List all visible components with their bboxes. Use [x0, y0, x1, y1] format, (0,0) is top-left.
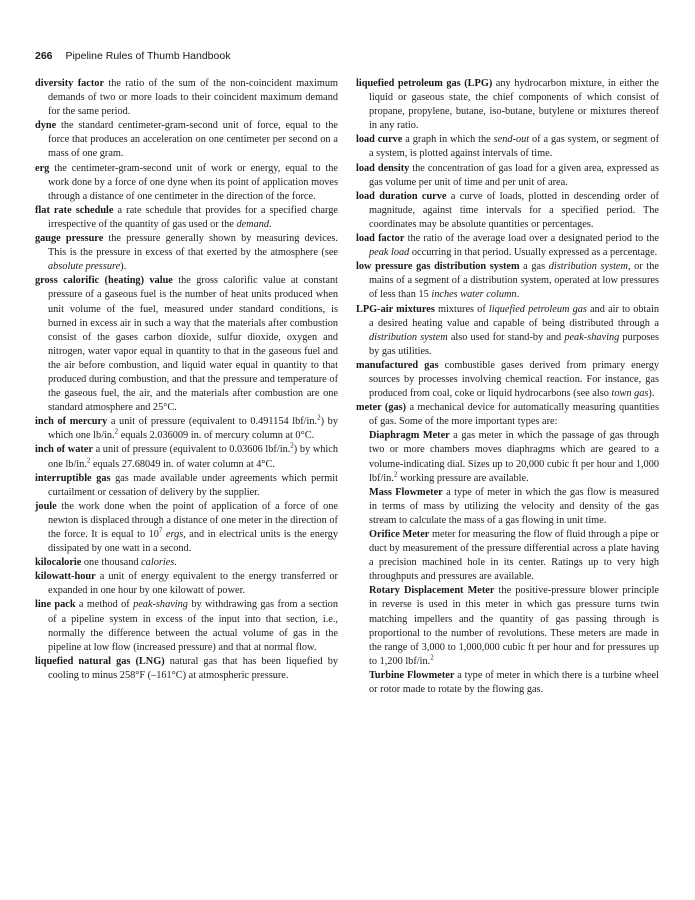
glossary-entry: [35, 598, 338, 654]
meter-type-entry: [356, 669, 659, 697]
glossary-entry: [356, 232, 659, 260]
meter-type-term: Mass Flowmeter: [369, 486, 443, 498]
glossary-entry: [35, 556, 338, 570]
definition-text: the centimeter-gram-second unit of work or energy, equal to the work done by a force of one dyne when its point of application moves through a distance of one centimeter in the direction of the force.: [48, 162, 338, 202]
definition-text: a unit of pressure (equivalent to 0.03606 lbf/in.: [92, 444, 291, 456]
definition-text: the ratio of the average load over a designated period to the: [404, 233, 659, 245]
glossary-entry: [356, 190, 659, 232]
definition-text: also used for stand-by and: [447, 331, 565, 343]
definition-text: a unit of pressure (equivalent to 0.491154 lbf/in.: [107, 416, 318, 428]
definition-text: .: [269, 218, 272, 230]
cross-reference: liquefied petroleum gas: [488, 303, 587, 315]
definition-text: combustible gases derived from primary energy sources by processes involving chemical reaction. For instance, gas produced from coal, coke or liquid hydrocarbons (see also: [369, 359, 659, 400]
definition-text: a gas: [519, 261, 549, 273]
page-header: [35, 50, 230, 62]
glossary-term: line pack: [35, 599, 76, 611]
definition-text: and air to obtain a desired heating value and capable of being distributed through a: [369, 303, 659, 329]
definition-text: a type of meter in which there is a turbine wheel or rotor made to rotate by the flowing gas.: [369, 669, 659, 696]
glossary-term: manufactured gas: [356, 359, 439, 371]
glossary-term: load factor: [356, 233, 405, 245]
glossary-term: load density: [356, 162, 410, 174]
definition-text: of a gas system, or segment of a system, is plotted against intervals of time.: [369, 134, 660, 160]
definition-text: ).: [648, 388, 655, 400]
definition-text: equals 27.68049 in. of water column at 4°C.: [90, 458, 275, 470]
definition-text: occurring in that period. Usually expressed as a percentage.: [409, 247, 658, 259]
cross-reference: absolute pressure: [48, 261, 121, 273]
meter-type-term: Diaphragm Meter: [369, 430, 450, 442]
definition-text: .: [516, 289, 520, 301]
cross-reference: peak-shaving: [564, 331, 620, 343]
definition-text: one thousand: [81, 557, 142, 569]
definition-text: a type of meter in which the gas flow is measured in terms of mass by utilizing the velocity and density of the gas stream to calculate the mass of a gas flowing in unit time.: [369, 486, 659, 526]
glossary-entry: [356, 401, 659, 429]
definition-text: , and in electrical units is the energy dissipated by one watt in a second.: [48, 529, 339, 555]
definition-text: a unit of energy equivalent to the energy transferred or expanded in one hour by one kilowatt of power.: [48, 571, 338, 597]
book-title: Pipeline Rules of Thumb Handbook: [65, 50, 231, 62]
glossary-entry: [35, 204, 338, 232]
glossary-term: diversity factor: [35, 78, 105, 89]
definition-text: any hydrocarbon mixture, in either the liquid or gaseous state, the chief components of which consist of propane, propylene, butane, iso-butane, butylene or mixtures thereof in any ratio.: [369, 78, 659, 132]
definition-text: ) by which one lb/in.: [48, 444, 338, 470]
superscript: 2: [393, 470, 398, 479]
glossary-term: interruptible gas: [35, 472, 111, 484]
glossary-entry: [356, 77, 659, 133]
glossary-entry: [35, 500, 338, 556]
meter-type-entry: [356, 584, 659, 669]
cross-reference: peak-shaving: [133, 599, 188, 611]
cross-reference: distribution system: [548, 261, 628, 273]
superscript: 2: [290, 442, 294, 451]
definition-text: a graph in which the: [402, 134, 494, 146]
glossary-entry: [35, 443, 338, 471]
definition-text: a rate schedule that provides for a specified charge irrespective of the quantity of gas used or the: [48, 204, 338, 230]
superscript: 2: [317, 413, 321, 422]
glossary-term: kilowatt-hour: [35, 571, 96, 583]
definition-text: the positive-pressure blower principle in reverse is used in this meter in which gas pressure turns twin matching impellers and the quantity of gas passing through is proportional to the number of revolutions. These meters are made in the range of 3,000 to 1,000,000 cubic ft per hour and for pressures up to 1,200 lbf/in.: [369, 585, 659, 667]
definition-text: a curve of loads, plotted in descending order of magnitude, against time intervals for a specified period. The coordinates may be absolute quantities or percentages.: [369, 190, 659, 230]
glossary-term: load curve: [356, 134, 403, 146]
meter-type-entry: [356, 429, 659, 485]
meter-type-term: Turbine Flowmeter: [369, 669, 455, 681]
glossary-entry: [356, 260, 659, 302]
definition-text: the ratio of the sum of the non-coincident maximum demands of two or more loads to their coincident maximum demand for the same period.: [48, 78, 338, 118]
definition-text: the gross calorific value at constant pressure of a gaseous fuel is the number of heat units produced when unit volume of the fuel, measured under standard conditions, is burned in excess air in such a way that the materials after combustion consist of the gases carbon dioxide, sulfur dioxide, oxygen and nitrogen, water vapor equal in quantity to that in the gaseous fuel and the air before combustion, and liquid water equal in quantity to that produced during combustion, and that the pressure and temperature of the gaseous fuel, the air, and the materials after combustion are one standard atmosphere and 25°C.: [48, 275, 338, 414]
definition-text: the pressure generally shown by measuring devices. This is the pressure in excess of that exerted by the atmosphere (see: [48, 233, 338, 259]
glossary-term: inch of water: [35, 444, 93, 456]
glossary-entry: [35, 472, 338, 500]
glossary-term: meter (gas): [356, 402, 407, 414]
glossary-entry: [356, 303, 659, 359]
definition-text: gas made available under agreements which permit curtailment or cessation of delivery by the supplier.: [48, 472, 338, 498]
definition-text: a method of: [75, 599, 134, 611]
definition-text: a gas meter in which the passage of gas through two or more chambers moves diaphragms which are geared to a volume-indicating dial. Sizes up to 20,000 cubic ft per hour and 1,000 lbf/in.: [369, 430, 659, 484]
glossary-entry: [35, 415, 338, 443]
glossary-entry: [35, 119, 338, 161]
glossary-entry: [35, 655, 338, 683]
right-column: [356, 77, 659, 697]
glossary-term: liquefied natural gas (LNG): [35, 655, 165, 667]
page-number: 266: [35, 50, 53, 62]
definition-text: a mechanical device for automatically measuring quantities of gas. Some of the more important types are:: [369, 402, 659, 428]
definition-text: mixtures of: [434, 303, 489, 315]
glossary-term: erg: [35, 162, 50, 174]
definition-text: ).: [120, 261, 127, 273]
definition-text: , or the mains of a segment of a distribution system, operated at low pressures of less than 15: [369, 261, 659, 301]
glossary-term: low pressure gas distribution system: [356, 261, 520, 273]
superscript: 2: [86, 456, 91, 465]
cross-reference: inches water column: [431, 289, 517, 301]
superscript: 2: [430, 653, 434, 662]
glossary-entry: [35, 162, 338, 204]
glossary-term: dyne: [35, 120, 57, 132]
cross-reference: send-out: [493, 134, 530, 146]
glossary-entry: [35, 274, 338, 415]
glossary-term: LPG-air mixtures: [356, 303, 435, 315]
meter-type-term: Rotary Displacement Meter: [369, 585, 495, 597]
glossary-entry: [35, 77, 338, 119]
definition-text: the standard centimeter-gram-second unit of force, equal to the force that produces an acceleration on one centimeter per second on a mass of one gram.: [48, 120, 338, 160]
glossary-term: flat rate schedule: [35, 204, 114, 216]
meter-type-entry: [356, 528, 659, 584]
superscript: 2: [114, 427, 119, 436]
definition-text: ) by which one lb/in.: [48, 416, 338, 442]
definition-text: by withdrawing gas from a section of a pipeline system in excess of the input into that section, i.e., normally the difference between the actual volume of gas in the pipeline at low flow (increased pressure) and that at normal flow.: [48, 599, 338, 653]
definition-text: purposes by gas utilities.: [369, 331, 660, 357]
glossary-term: load duration curve: [356, 190, 447, 202]
glossary-entry: [356, 162, 659, 190]
cross-reference: distribution system: [369, 331, 448, 343]
glossary-entry: [35, 570, 338, 598]
definition-text: meter for measuring the flow of fluid through a pipe or duct by measurement of the pressure differential across a plate having a precision machined hole in its center. Ratings up to very high throughputs and pressures are available.: [369, 529, 659, 583]
definition-text: natural gas that has been liquefied by cooling to minus 258°F (–161°C) at atmospheric pressure.: [48, 655, 338, 681]
cross-reference: calories: [141, 557, 175, 569]
definition-text: .: [174, 557, 177, 569]
glossary-term: gross calorific (heating) value: [35, 275, 173, 287]
definition-text: the work done when the point of application of a force of one newton is displaced through a distance of one meter in the direction of the force. It is equal to 10: [48, 500, 338, 540]
definition-text: the concentration of gas load for a given area, expressed as gas volume per unit of time and per unit of area.: [369, 162, 659, 188]
meter-type-entry: [356, 486, 659, 528]
glossary-term: kilocalorie: [35, 557, 82, 569]
meter-type-term: Orifice Meter: [369, 529, 430, 540]
cross-reference: town gas: [611, 388, 649, 400]
definition-text: working pressure are available.: [397, 472, 529, 484]
glossary-term: joule: [35, 500, 57, 512]
cross-reference: ergs: [165, 529, 184, 540]
glossary-entry: [35, 232, 338, 274]
cross-reference: peak load: [369, 247, 410, 259]
glossary-term: inch of mercury: [35, 416, 108, 428]
definition-text: equals 2.036009 in. of mercury column at 0°C.: [118, 430, 315, 442]
glossary-entry: [356, 133, 659, 161]
cross-reference: demand: [236, 218, 270, 230]
glossary-term: liquefied petroleum gas (LPG): [356, 78, 493, 89]
glossary-term: gauge pressure: [35, 233, 104, 245]
superscript: 7: [158, 526, 163, 535]
left-column: [35, 77, 338, 683]
glossary-entry: [356, 359, 659, 401]
